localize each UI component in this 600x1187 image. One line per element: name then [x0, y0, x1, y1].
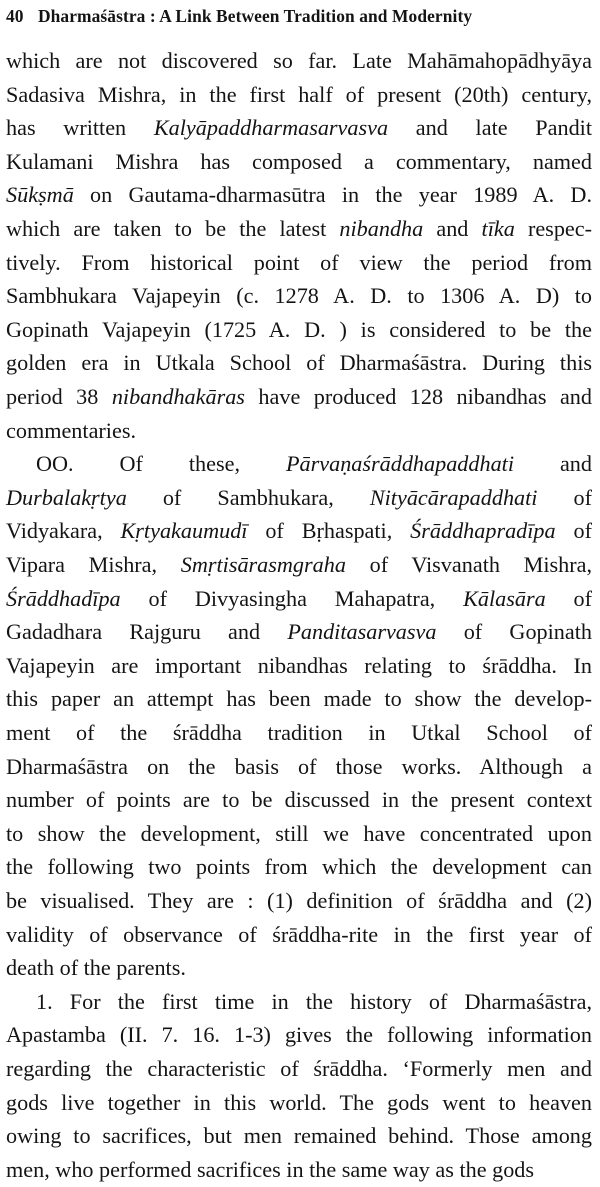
- text-line: [6, 682, 592, 716]
- text-line: [6, 279, 592, 313]
- text-run: owing to sacrifices, but men remained behind. Those among: [6, 1123, 592, 1149]
- text-line: [6, 514, 592, 548]
- text-line: [6, 615, 592, 649]
- italic-term: Kālasāra: [463, 585, 546, 611]
- text-run: of: [545, 585, 592, 611]
- text-line: [6, 346, 592, 380]
- text-run: Sadasiva Mishra, in the first half of present (20th) century,: [6, 81, 592, 107]
- text-line: [6, 884, 592, 918]
- text-line: [6, 178, 592, 212]
- text-line: [6, 212, 592, 246]
- text-run: Kulamani Mishra has composed a commentary, named: [6, 148, 592, 174]
- text-run: Apastamba (II. 7. 16. 1-3) gives the following information: [6, 1022, 592, 1048]
- italic-term: Nityācārapaddhati: [369, 484, 538, 510]
- text-run: and: [423, 216, 482, 241]
- text-line: [6, 582, 592, 616]
- text-line: [6, 1086, 592, 1120]
- text-run: the following two points from which the development can: [6, 854, 592, 880]
- text-line: [6, 246, 592, 280]
- text-run: respec-: [514, 216, 592, 241]
- text-run: which are taken to be the latest: [6, 216, 340, 241]
- text-run: number of points are to be discussed in the present context: [6, 787, 592, 813]
- text-line: [6, 1018, 592, 1052]
- text-run: validity of observance of śrāddha-rite in the first year of: [6, 921, 592, 947]
- text-line: [36, 447, 592, 481]
- text-run: Vipara Mishra,: [6, 552, 181, 577]
- page-number: 40: [6, 6, 24, 26]
- text-line: [6, 44, 592, 78]
- text-run: of Visvanath Mishra,: [345, 552, 592, 577]
- text-run: ment of the śrāddha tradition in Utkal School of: [6, 720, 592, 745]
- text-run: tively. From historical point of view the period from: [6, 249, 592, 275]
- italic-term: Pārvaṇaśrāddhapaddhati: [285, 451, 515, 477]
- text-run: of Divyasingha Mahapatra,: [120, 585, 464, 611]
- text-line: [6, 313, 592, 347]
- italic-term: Śrāddhapradīpa: [410, 518, 556, 544]
- text-line: [6, 548, 592, 582]
- text-run: have produced 128 nibandhas and: [244, 384, 592, 409]
- italic-term: Kṛtyakaumudī: [120, 518, 248, 544]
- text-run: of Bṛhaspati,: [247, 518, 411, 544]
- text-line: [6, 111, 592, 145]
- italic-term: tīka: [481, 216, 515, 241]
- text-run: Dharmaśāstra on the basis of those works. Although a: [6, 753, 592, 779]
- text-run: and: [514, 451, 592, 477]
- text-run: which are not discovered so far. Late Mahāmahopādhyāya: [6, 48, 592, 73]
- italic-term: Smṛtisārasmgraha: [180, 552, 346, 577]
- text-line: [6, 817, 592, 851]
- text-run: gods live together in this world. The gods went to heaven: [6, 1089, 592, 1115]
- text-run: and late Pandit: [388, 115, 592, 141]
- text-run: Gadadhara Rajguru and: [6, 619, 288, 645]
- text-run: Vajapeyin are important nibandhas relating to śrāddha. In: [6, 652, 592, 678]
- text-run: to show the development, still we have concentrated upon: [6, 820, 592, 846]
- text-line: [6, 649, 592, 683]
- italic-term: Śrāddhadīpa: [6, 585, 121, 611]
- italic-term: Durbalakṛtya: [6, 484, 127, 510]
- text-run: on Gautama-dharmasūtra in the year 1989 A. D.: [73, 182, 592, 208]
- italic-term: nibandhakāras: [111, 384, 245, 409]
- text-line: [6, 850, 592, 884]
- text-run: Sambhukara Vajapeyin (c. 1278 A. D. to 1306 A. D) to: [6, 283, 592, 309]
- italic-term: Sūkṣmā: [6, 182, 74, 208]
- text-run: be visualised. They are : (1) definition of śrāddha and (2): [6, 888, 592, 913]
- text-line: [6, 78, 592, 112]
- text-run: regarding the characteristic of śrāddha. ‘Formerly men and: [6, 1056, 592, 1081]
- text-run: Vidyakara,: [6, 518, 121, 544]
- text-run: of Sambhukara,: [126, 484, 370, 510]
- text-run: 1. For the first time in the history of Dharmaśāstra,: [36, 988, 592, 1014]
- text-line: [6, 918, 592, 952]
- text-run: of: [537, 484, 593, 510]
- text-line: [36, 985, 592, 1019]
- text-run: OO. Of these,: [36, 451, 286, 477]
- text-line: [6, 716, 592, 750]
- text-run: golden era in Utkala School of Dharmaśāstra. During this: [6, 350, 592, 376]
- running-head: [6, 4, 594, 28]
- text-line: [6, 750, 592, 784]
- text-run: of: [555, 518, 592, 544]
- text-line: [6, 1052, 592, 1086]
- text-line: [6, 145, 592, 179]
- text-line: [6, 1119, 592, 1153]
- text-line: [6, 783, 592, 817]
- text-run: period 38: [6, 384, 112, 409]
- text-run: has written: [6, 115, 154, 141]
- text-line: [6, 414, 592, 448]
- italic-term: Kalyāpaddharmasarvasva: [153, 115, 389, 141]
- text-line: [6, 481, 592, 515]
- text-run: death of the parents.: [6, 955, 186, 981]
- running-title: Dharmaśāstra : A Link Between Tradition and Modernity: [38, 6, 473, 26]
- italic-term: Panditasarvasva: [287, 619, 437, 645]
- text-run: commentaries.: [6, 417, 136, 443]
- text-line: [6, 1153, 592, 1187]
- text-run: men, who performed sacrifices in the same way as the gods: [6, 1156, 535, 1182]
- italic-term: nibandha: [339, 216, 424, 241]
- text-run: Gopinath Vajapeyin (1725 A. D. ) is considered to be the: [6, 316, 592, 342]
- text-line: [6, 951, 592, 985]
- text-run: of Gopinath: [436, 619, 593, 645]
- text-line: [6, 380, 592, 414]
- text-run: this paper an attempt has been made to show the develop-: [6, 686, 592, 712]
